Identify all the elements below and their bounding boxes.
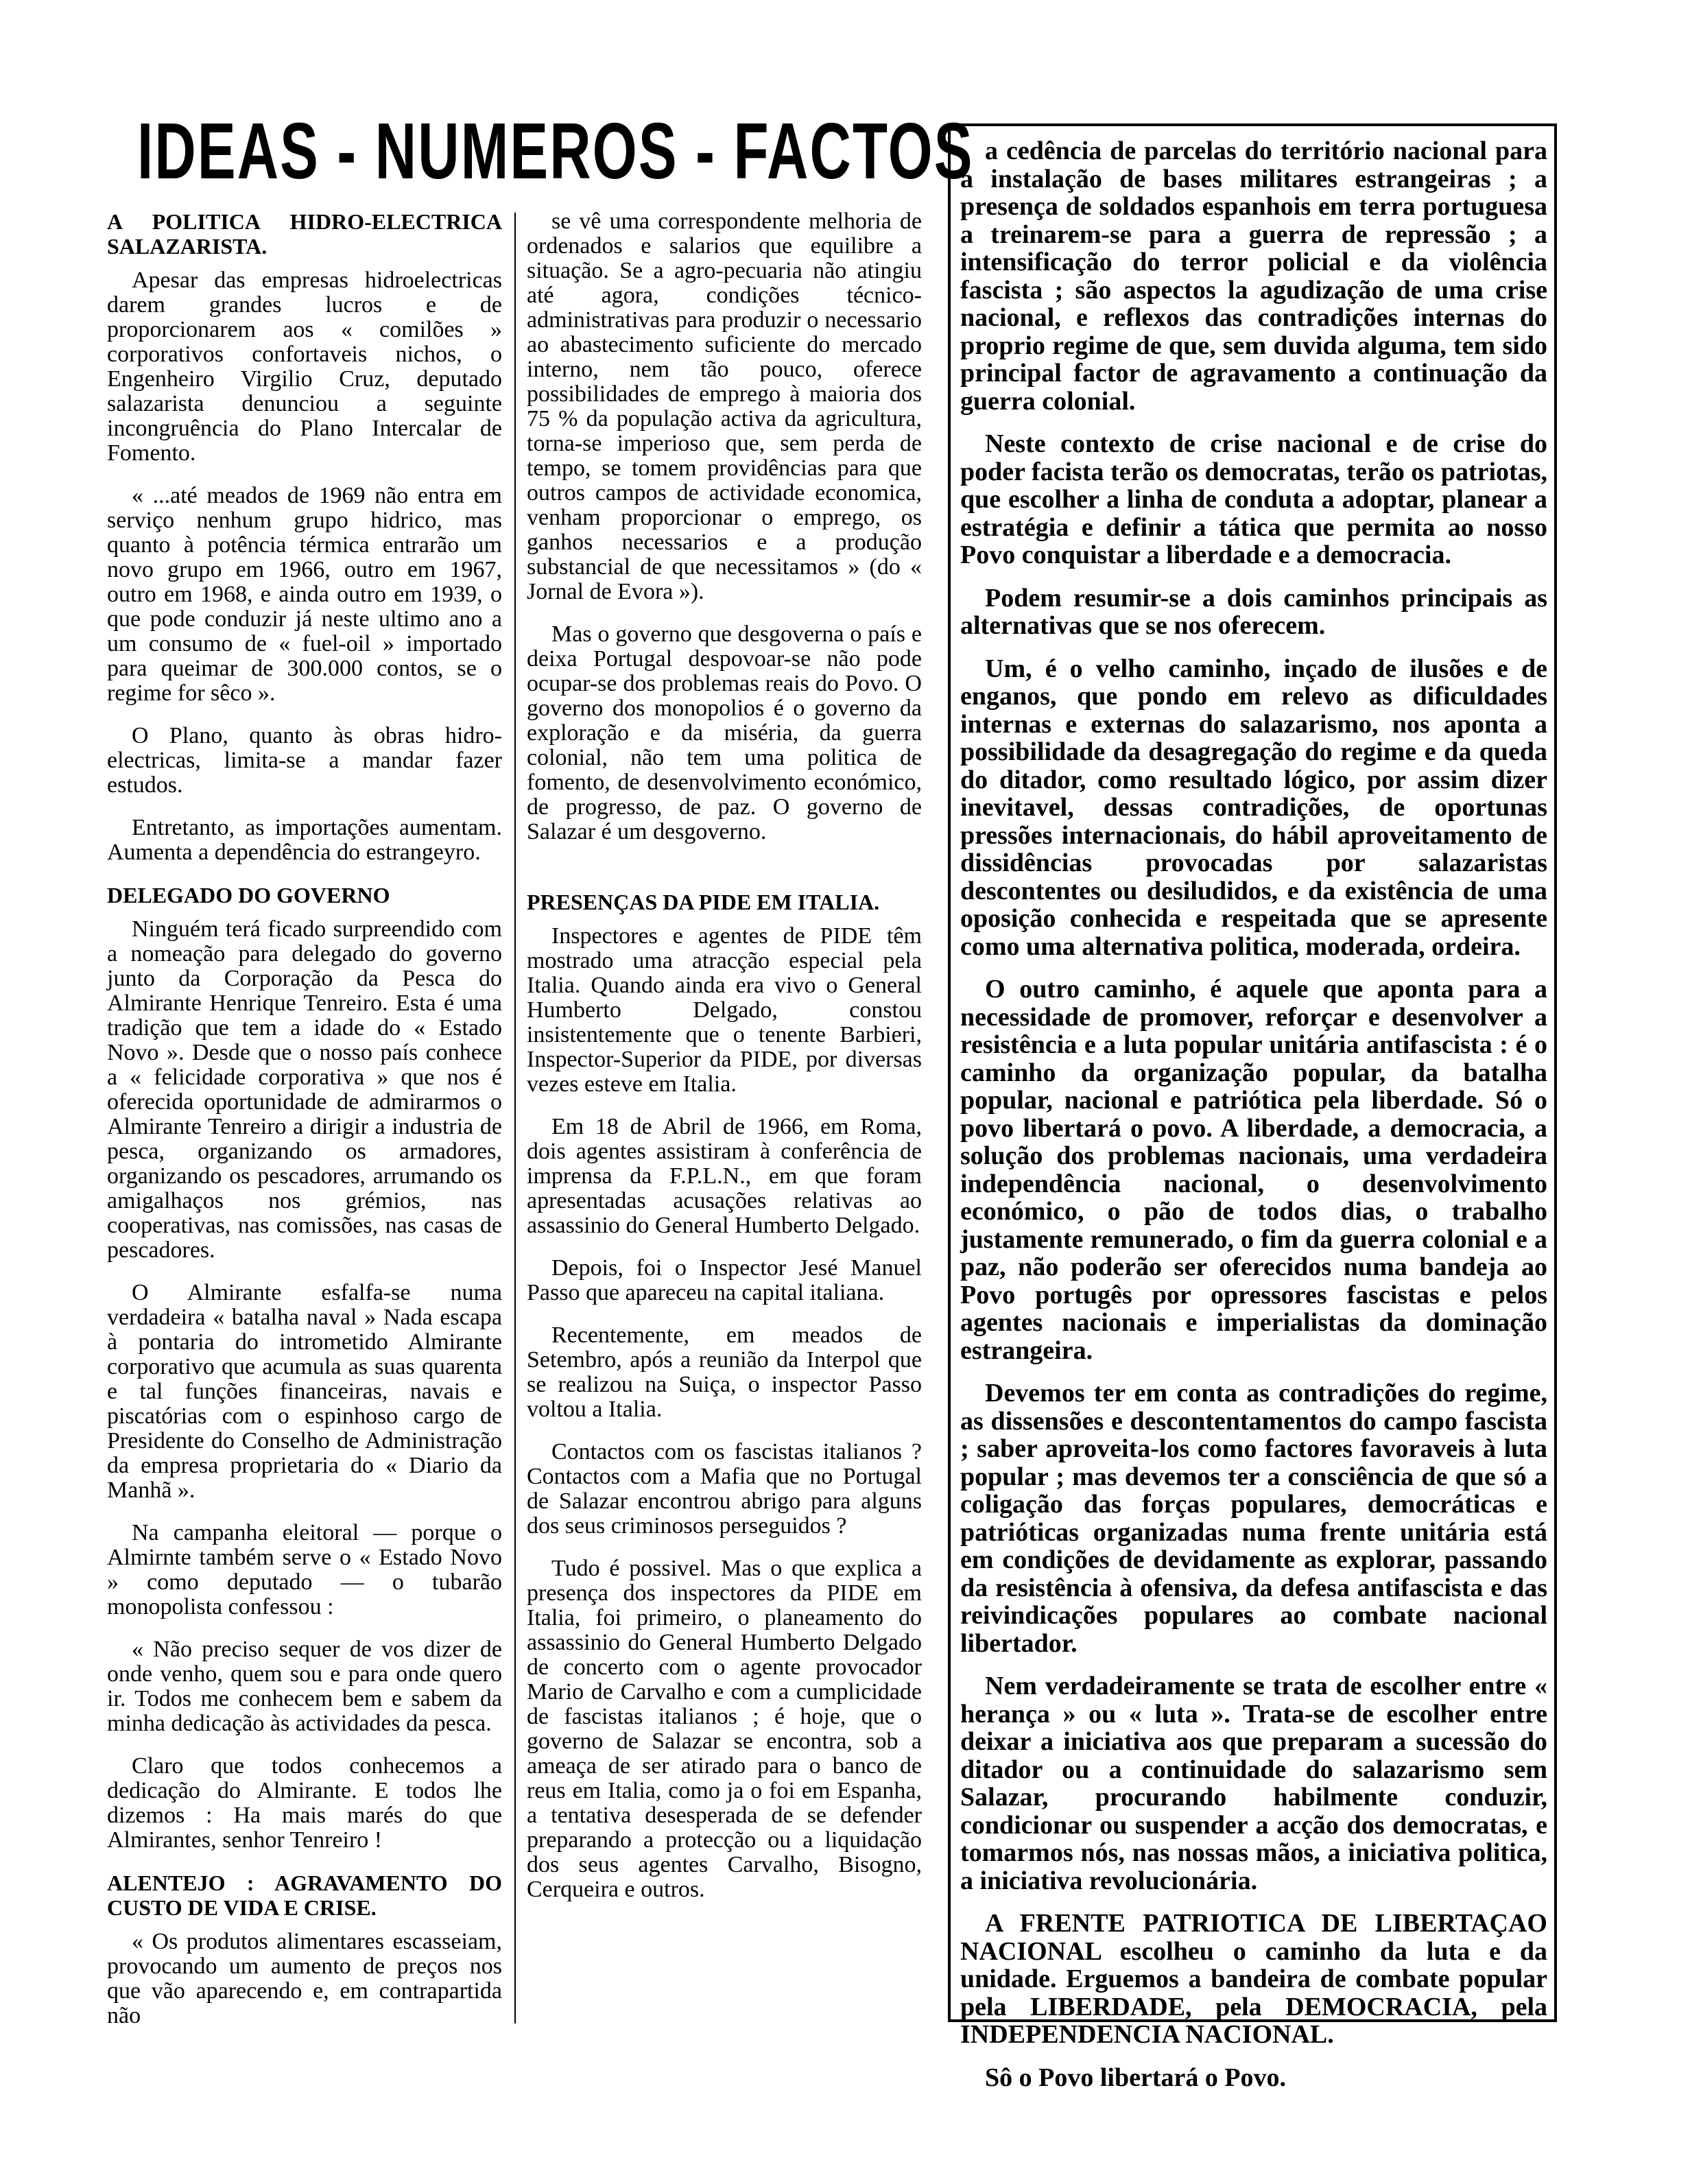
- section-gap: [527, 862, 922, 890]
- column-3-boxed: [960, 137, 1547, 2106]
- column-2: [527, 209, 922, 1920]
- paragraph: O outro caminho, é aquele que aponta para a necessidade de promover, reforçar e desenvolver a resistência e a luta popular unitária antifascista : é o caminho da organização popular, da batalha popular, nacional e patriótica pela liberdade. Só o povo libertará o povo. A liberdade, a democracia, a solução dos problemas nacionais, uma verdadeira independência nacional, o desenvolvimento económico, o pão de todos dias, o trabalho justamente remunerado, o fim da guerra colonial e a paz, não poderão ser oferecidos numa bandeja ao Povo portugês por opressores fascistas e pelos agentes nacionais e imperialistas da dominação estrangeira.: [960, 975, 1547, 1365]
- paragraph: Contactos com os fascistas italianos ? Contactos com a Mafia que no Portugal de Salazar encontrou abrigo para alguns dos seus criminosos perseguidos ?: [527, 1439, 922, 1539]
- closing-motto: Sô o Povo libertará o Povo.: [985, 2063, 1287, 2092]
- paragraph: Claro que todos conhecemos a dedicação do Almirante. E todos lhe dizemos : Ha mais marés do que Almirantes, senhor Tenreiro !: [107, 1753, 502, 1853]
- paragraph: Devemos ter em conta as contradições do regime, as dissensões e descontentamentos do campo fascista ; saber aproveita-los como factores favoraveis à luta popular ; mas devemos ter a consciência de que só a coligação das forças populares, democráticas e patrióticas organizadas numa frente unitária está em condições de devidamente as explorar, passando da resistência à ofensiva, da defesa antifascista e das reivindicações populares ao combate nacional libertador.: [960, 1379, 1547, 1658]
- paragraph: Nem verdadeiramente se trata de escolher entre « herança » ou « luta ». Trata-se de escolher entre deixar a iniciativa aos que preparam a sucessão do ditador ou a continuidade do salazarismo sem Salazar, procurando habilmente conduzir, condicionar ou suspender a acção dos democratas, e tomarmos nós, nas nossas mãos, a iniciativa politica, a iniciativa revolucionária.: [960, 1672, 1547, 1895]
- paragraph: O Almirante esfalfa-se numa verdadeira « batalha naval » Nada escapa à pontaria do intrometido Almirante corporativo que acumula as suas quarenta e tal funções financeiras, navais e piscatórias com o espinhoso cargo de Presidente do Conselho de Administração da empresa proprietaria do « Diario da Manhã ».: [107, 1280, 502, 1503]
- paragraph: Depois, foi o Inspector Jesé Manuel Passo que apareceu na capital italiana.: [527, 1255, 922, 1305]
- column-1: [107, 209, 502, 2046]
- section-heading-pide: PRESENÇAS DA PIDE EM ITALIA.: [527, 890, 880, 914]
- paragraph: a cedência de parcelas do território nacional para a instalação de bases militares estrangeiras ; a presença de soldados espanhois em terra portuguesa a treinarem-se para a guerra de repressão ; a intensificação do terror policial e da violência fascista ; são aspectos la agudização de uma crise nacional, e reflexos das contradições internas do proprio regime de que, sem duvida alguma, tem sido principal factor de agravamento a continuação da guerra colonial.: [960, 136, 1547, 416]
- paragraph: Ninguém terá ficado surpreendido com a nomeação para delegado do governo junto da Corporação da Pesca do Almirante Henrique Tenreiro. Esta é uma tradição que tem a idade do « Estado Novo ». Desde que o nosso país conhece a « felicidade corporativa » que nos é oferecida oportunidade de admirarmos o Almirante Tenreiro a dirigir a industria de pesca, organizando os armadores, organizando os pescadores, arrumando os amigalhaços nos grémios, nas cooperativas, nas comissões, nas casas de pescadores.: [107, 916, 502, 1263]
- section-heading-alentejo: ALENTEJO : AGRAVAMENTO DO CUSTO DE VIDA E CRISE.: [107, 1871, 502, 1920]
- paragraph: Tudo é possivel. Mas o que explica a presença dos inspectores da PIDE em Italia, foi primeiro, o planeamento do assassinio do General Humberto Delgado de concerto com o agente provocador Mario de Carvalho e com a cumplicidade de fascistas italianos ; é hoje, que o governo de Salazar se encontra, sob a ameaça de ser atirado para o banco de reus em Italia, como ja o foi em Espanha, a tentativa desesperada de se defender preparando a protecção ou a liquidação dos seus agentes Carvalho, Bisogno, Cerqueira e outros.: [527, 1556, 922, 1902]
- section-heading-delegado: DELEGADO DO GOVERNO: [107, 883, 390, 907]
- paragraph: Inspectores e agentes de PIDE têm mostrado uma atracção especial pela Italia. Quando ainda era vivo o General Humberto Delgado, constou insistentemente que o tenente Barbieri, Inspector-Superior da PIDE, por diversas vezes esteve em Italia.: [527, 923, 922, 1097]
- paragraph: Um, é o velho caminho, inçado de ilusões e de enganos, que pondo em relevo as dificuldades internas e externas do salazarismo, nos aponta a possibilidade da desagregação do regime e da queda do ditador, como resultado lógico, por assim dizer inevitavel, dessas contradições, de oportunas pressões internacionais, do hábil aproveitamento de dissidências provocadas por salazaristas descontentes ou desiludidos, e da existência de uma oposição conhecida e respeitada que se apresente como uma alternativa politica, moderada, ordeira.: [960, 654, 1547, 961]
- paragraph: Recentemente, em meados de Setembro, após a reunião da Interpol que se realizou na Suiça, o inspector Passo voltou a Italia.: [527, 1322, 922, 1422]
- paragraph: Apesar das empresas hidroelectricas darem grandes lucros e de proporcionarem aos « comilões » corporativos confortaveis nichos, o Engenheiro Virgilio Cruz, deputado salazarista denunciou a seguinte incongruência do Plano Intercalar de Fomento.: [107, 268, 502, 466]
- paragraph: Em 18 de Abril de 1966, em Roma, dois agentes assistiram à conferência de imprensa da F.P.L.N., em que foram apresentadas acusações relativas ao assassinio do General Humberto Delgado.: [527, 1114, 922, 1238]
- closing-declaration: A FRENTE PATRIOTICA DE LIBERTAÇAO NACIONAL escolheu o caminho da luta e da unidade. Erguemos a bandeira de combate popular pela LIBERDADE, pela DEMOCRACIA, pela INDEPENDENCIA NACIONAL.: [960, 1909, 1547, 2049]
- column-divider: [514, 213, 516, 2023]
- page-title: IDEAS - NUMEROS - FACTOS: [137, 106, 974, 195]
- paragraph: O Plano, quanto às obras hidro-electricas, limita-se a mandar fazer estudos.: [107, 723, 502, 798]
- paragraph: Na campanha eleitoral — porque o Almirnte também serve o « Estado Novo » como deputado — o tubarão monopolista confessou :: [107, 1520, 502, 1619]
- paragraph: Entretanto, as importações aumentam. Aumenta a dependência do estrangeyro.: [107, 815, 502, 865]
- paragraph: Podem resumir-se a dois caminhos principais as alternativas que se nos oferecem.: [960, 583, 1547, 640]
- paragraph: « Não preciso sequer de vos dizer de onde venho, quem sou e para onde quero ir. Todos me conhecem bem e sabem da minha dedicação às actividades da pesca.: [107, 1637, 502, 1736]
- section-heading-hidro: A POLITICA HIDRO-ELECTRICA SALAZARISTA.: [107, 209, 502, 259]
- paragraph: Neste contexto de crise nacional e de crise do poder facista terão os democratas, terão os patriotas, que escolher a linha de conduta a adoptar, planear a estratégia e definir a tática que permita ao nosso Povo conquistar a liberdade e a democracia.: [960, 429, 1547, 569]
- paragraph: « Os produtos alimentares escasseiam, provocando um aumento de preços nos que vão aparecendo e, em contrapartida não: [107, 1929, 502, 2028]
- paragraph: Mas o governo que desgoverna o país e deixa Portugal despovoar-se não pode ocupar-se dos problemas reais do Povo. O governo dos monopolios é o governo da exploração e da miséria, da guerra colonial, não tem uma politica de fomento, de desenvolvimento económico, de progresso, de paz. O governo de Salazar é um desgoverno.: [527, 621, 922, 844]
- paragraph: se vê uma correspondente melhoria de ordenados e salarios que equilibre a situação. Se a agro-pecuaria não atingiu até agora, condições técnico-administrativas para produzir o necessario ao abastecimento suficiente do mercado interno, nem tão pouco, oferece possibilidades de emprego à maioria dos 75 % da população activa da agricultura, torna-se imperioso que, sem perda de tempo, se tomem providências para que outros campos de actividade economica, venham proporcionar o emprego, os ganhos necessarios e a produção substancial de que necessitamos » (do « Jornal de Evora »).: [527, 209, 922, 604]
- paragraph: « ...até meados de 1969 não entra em serviço nenhum grupo hidrico, mas quanto à potência térmica entrarão um novo grupo em 1966, outro em 1967, outro em 1968, e ainda outro em 1939, o que pode conduzir já neste ultimo ano a um consumo de « fuel-oil » importado para queimar de 300.000 contos, se o regime for sêco ».: [107, 483, 502, 706]
